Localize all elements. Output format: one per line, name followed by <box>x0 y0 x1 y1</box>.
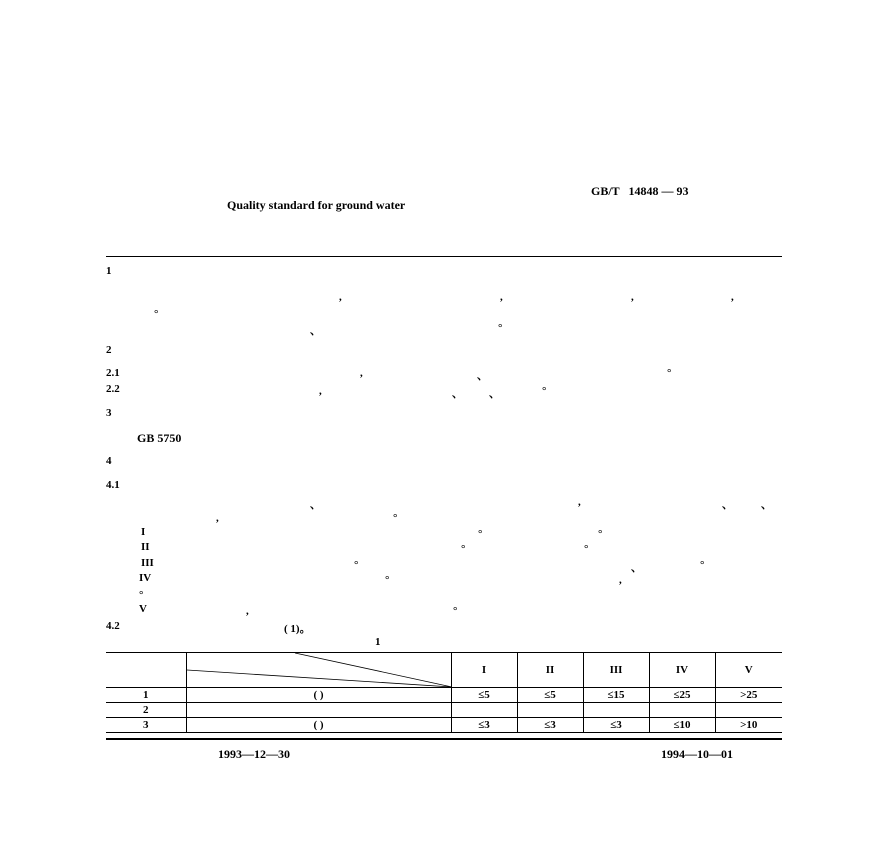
header-class-2: II <box>517 653 583 688</box>
row-item <box>186 703 451 718</box>
table-row <box>106 703 782 718</box>
row-value: >25 <box>715 688 782 703</box>
punctuation: , <box>731 291 734 303</box>
section-3-number: 3 <box>106 407 112 419</box>
row-value: ≤15 <box>583 688 649 703</box>
row-value: ≤3 <box>583 718 649 733</box>
row-value: ≤5 <box>451 688 517 703</box>
header-class-1: I <box>451 653 517 688</box>
punctuation: ° <box>542 385 547 397</box>
punctuation: ° <box>478 528 483 540</box>
punctuation: 、 <box>631 562 642 574</box>
row-value: ≤3 <box>451 718 517 733</box>
punctuation: 、 <box>489 388 500 400</box>
punctuation: , <box>619 574 622 586</box>
punctuation: ° <box>598 528 603 540</box>
section-4-1-number: 4.1 <box>106 479 120 491</box>
header-class-4: IV <box>649 653 715 688</box>
punctuation: , <box>631 291 634 303</box>
punctuation: ° <box>498 322 503 334</box>
punctuation: 、 <box>477 370 488 382</box>
standard-prefix: GB/T <box>591 184 620 198</box>
header-class-3: III <box>583 653 649 688</box>
punctuation: ° <box>461 543 466 555</box>
standard-number: 14848 — 93 <box>628 184 689 198</box>
punctuation: ° <box>154 308 159 320</box>
section-4-number: 4 <box>106 455 112 467</box>
section-2-number: 2 <box>106 344 112 356</box>
row-number: 1 <box>106 688 186 703</box>
row-value <box>517 703 583 718</box>
diagonal-lines <box>187 653 452 687</box>
punctuation: ° <box>584 543 589 555</box>
punctuation: 、 <box>452 388 463 400</box>
row-item: ( ) <box>186 688 451 703</box>
punctuation: , <box>319 385 322 397</box>
table-header-row <box>106 653 782 688</box>
row-item: ( ) <box>186 718 451 733</box>
punctuation: 、 <box>761 499 772 511</box>
punctuation: , <box>500 291 503 303</box>
punctuation: , <box>216 512 219 524</box>
punctuation: ° <box>385 574 390 586</box>
row-number: 2 <box>106 703 186 718</box>
row-value: ≤5 <box>517 688 583 703</box>
header-class-5: V <box>715 653 782 688</box>
class-5-label: V <box>139 603 147 615</box>
punctuation: 、 <box>310 325 321 337</box>
section-2-2-number: 2.2 <box>106 383 120 395</box>
row-value <box>451 703 517 718</box>
row-number: 3 <box>106 718 186 733</box>
section-2-1-number: 2.1 <box>106 367 120 379</box>
table-row <box>106 718 782 733</box>
header-diagonal-cell <box>186 653 451 688</box>
punctuation: ° <box>700 559 705 571</box>
row-value: ≤10 <box>649 718 715 733</box>
class-3-label: III <box>141 557 154 569</box>
punctuation: ° <box>354 559 359 571</box>
class-4-label: IV <box>139 572 152 584</box>
punctuation: ° <box>667 367 672 379</box>
quality-table <box>106 652 782 733</box>
punctuation: , <box>578 496 581 508</box>
section-3-reference: GB 5750 <box>137 431 182 445</box>
row-value <box>715 703 782 718</box>
punctuation: ° <box>453 605 458 617</box>
row-value: >10 <box>715 718 782 733</box>
class-1-label: I <box>141 526 146 538</box>
top-rule <box>106 256 782 257</box>
punctuation: ° <box>393 512 398 524</box>
table-reference: ( 1)。 <box>284 623 311 635</box>
section-1-number: 1 <box>106 265 112 277</box>
header-no-cell <box>106 653 186 688</box>
table-caption: 1 <box>375 636 381 648</box>
punctuation: ° <box>139 589 144 601</box>
english-title: Quality standard for ground water <box>227 198 406 212</box>
standard-code <box>591 184 688 199</box>
row-value <box>583 703 649 718</box>
table-row <box>106 688 782 703</box>
punctuation: 、 <box>722 499 733 511</box>
punctuation: , <box>246 605 249 617</box>
row-value: ≤3 <box>517 718 583 733</box>
implement-date: 1994—10—01 <box>661 747 733 761</box>
row-value: ≤25 <box>649 688 715 703</box>
section-4-2-number: 4.2 <box>106 620 120 632</box>
punctuation: 、 <box>310 499 321 511</box>
row-value <box>649 703 715 718</box>
issue-date: 1993—12—30 <box>218 747 290 761</box>
class-2-label: II <box>141 541 150 553</box>
punctuation: , <box>339 291 342 303</box>
bottom-rule <box>106 738 782 740</box>
punctuation: , <box>360 367 363 379</box>
